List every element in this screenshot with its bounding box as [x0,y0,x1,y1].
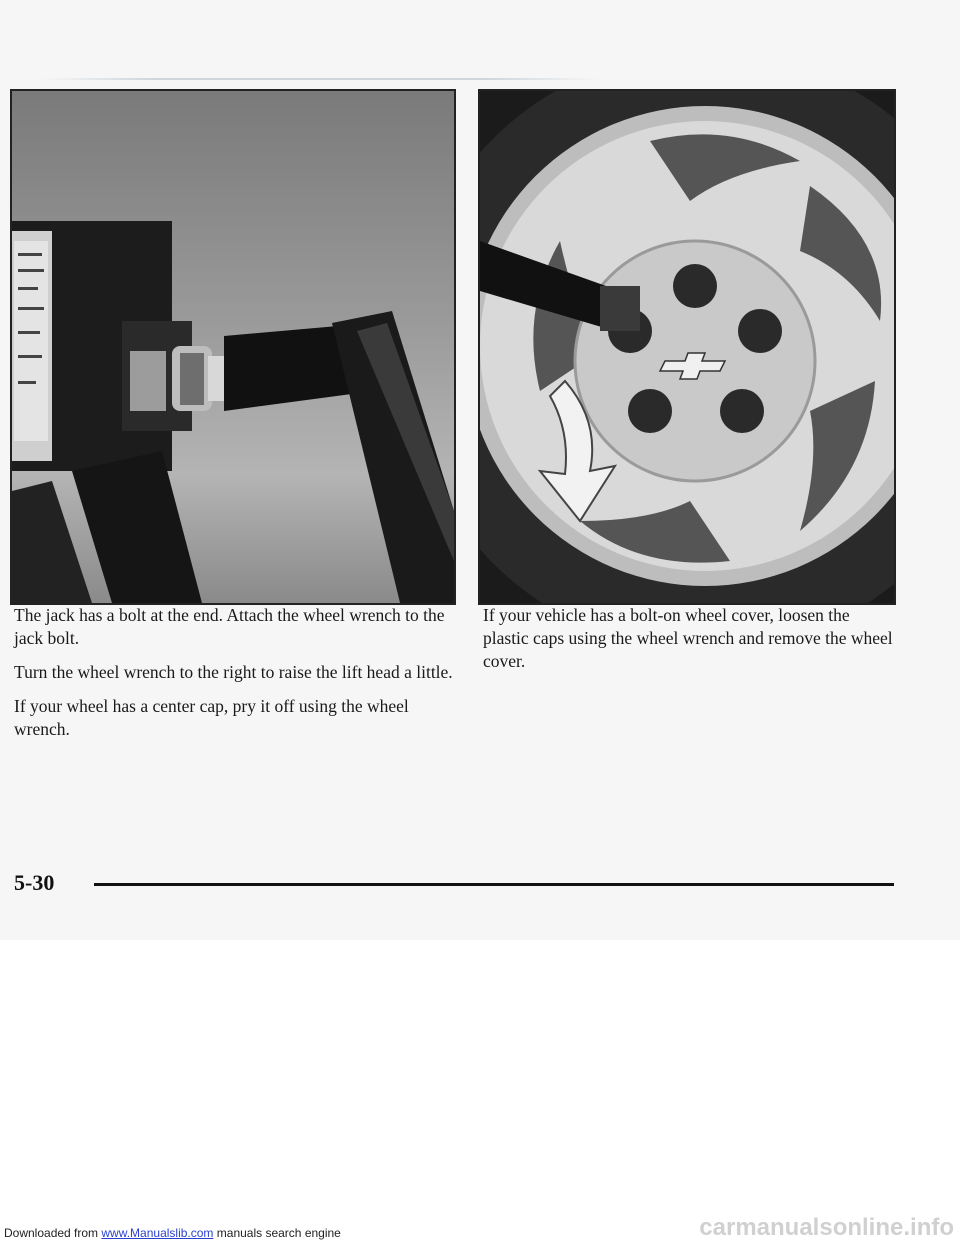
bottom-rule [94,883,894,886]
top-faded-rule [40,78,600,80]
paragraph-raise-lift-head: Turn the wheel wrench to the right to raise the lift head a little. [14,662,453,682]
wheel-cover-photo [478,89,896,605]
paragraph-wheel-cover: If your vehicle has a bolt-on wheel cover, loosen the plastic caps using the wheel wrench and remove the wheel cover. [483,605,893,671]
footer-suffix: manuals search engine [213,1226,341,1240]
paragraph-center-cap: If your wheel has a center cap, pry it off using the wheel wrench. [14,696,409,739]
manualslib-link[interactable]: www.Manualslib.com [101,1226,214,1240]
paragraph-jack-bolt: The jack has a bolt at the end. Attach the wheel wrench to the jack bolt. [14,605,445,648]
jack-photo-illustration [12,91,454,603]
right-text-column [483,604,893,684]
jack-bolt-photo [10,89,456,605]
download-footer [4,1226,341,1240]
wheel-photo-illustration [480,91,894,603]
watermark: carmanualsonline.info [699,1214,954,1241]
left-text-column [14,604,454,752]
footer-prefix: Downloaded from [4,1226,102,1240]
page-number: 5-30 [14,870,55,895]
